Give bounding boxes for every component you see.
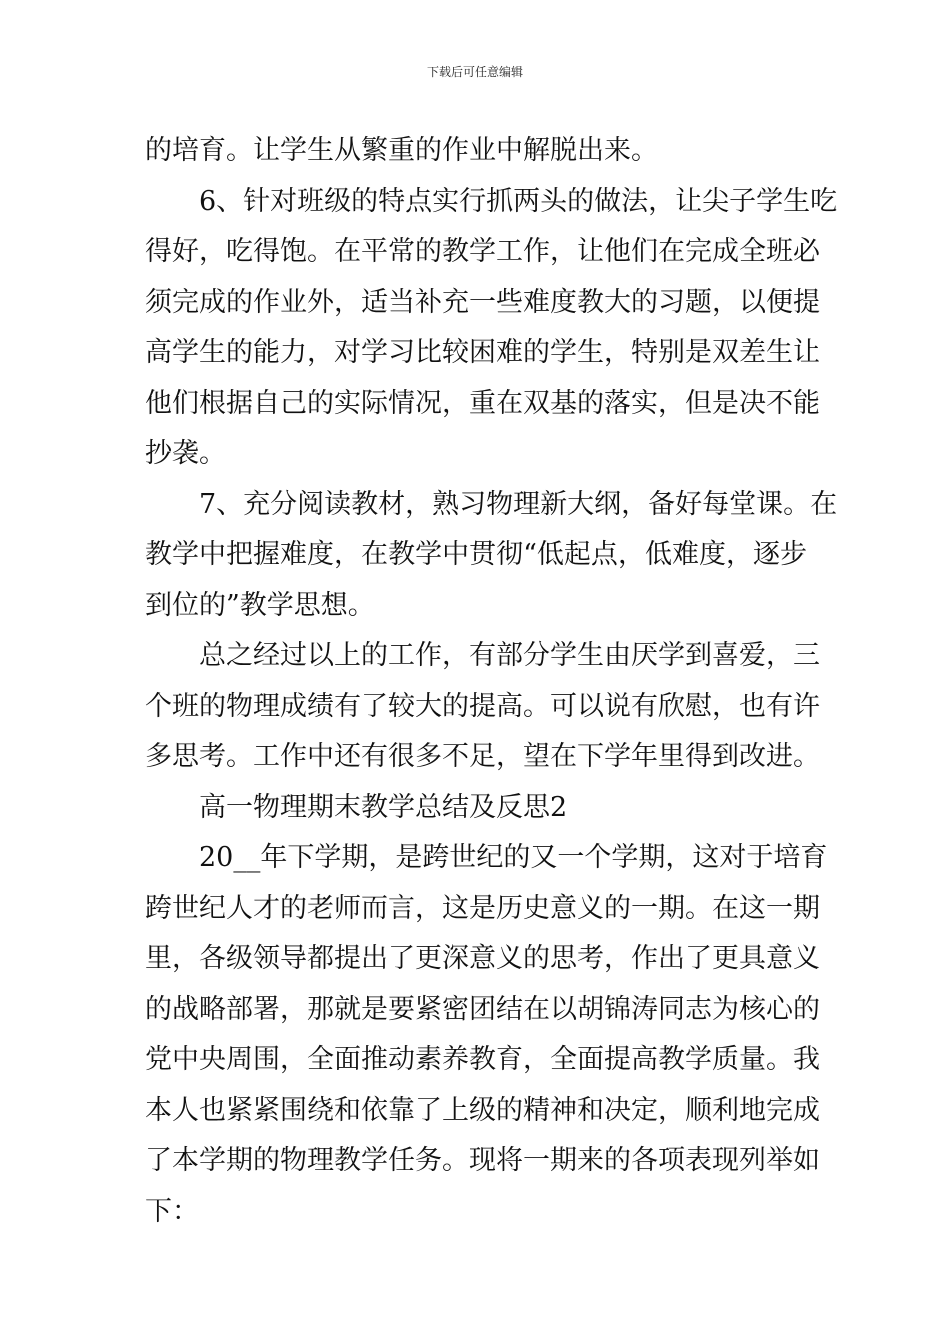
- page-header: 下载后可任意编辑: [426, 65, 523, 79]
- text-line: 的培育。让学生从繁重的作业中解脱出来。: [145, 135, 658, 166]
- text-line: 6、针对班级的特点实行抓两头的做法，让尖子学生吃: [199, 185, 838, 217]
- text-line: 他们根据自己的实际情况，重在双基的落实，但是决不能: [145, 387, 820, 419]
- text-line: 里，各级领导都提出了更深意义的思考，作出了更具意义: [145, 943, 820, 974]
- text-line: 了本学期的物理教学任务。现将一期来的各项表现列举如: [145, 1145, 820, 1176]
- text-line: 多思考。工作中还有很多不足，望在下学年里得到改进。: [145, 741, 820, 772]
- text-line: 教学中把握难度，在教学中贯彻“低起点，低难度，逐步: [145, 539, 807, 570]
- text-line: 20__年下学期，是跨世纪的又一个学期，这对于培育: [199, 842, 828, 873]
- text-line: 总之经过以上的工作，有部分学生由厌学到喜爱，三: [199, 640, 820, 671]
- text-line: 到位的”教学思想。: [145, 589, 375, 621]
- text-line: 的战略部署，那就是要紧密团结在以胡锦涛同志为核心的: [145, 993, 820, 1025]
- text-line: 个班的物理成绩有了较大的提高。可以说有欣慰，也有许: [145, 690, 820, 722]
- section-heading: 高一物理期末教学总结及反思2: [199, 791, 568, 823]
- text-line: 得好，吃得饱。在平常的教学工作，让他们在完成全班必: [145, 236, 820, 267]
- text-line: 须完成的作业外，适当补充一些难度教大的习题，以便提: [145, 286, 820, 318]
- text-line: 抄袭。: [145, 438, 226, 469]
- text-line: 下：: [145, 1195, 199, 1227]
- text-line: 本人也紧紧围绕和依靠了上级的精神和决定，顺利地完成: [145, 1094, 820, 1126]
- text-line: 跨世纪人才的老师而言，这是历史意义的一期。在这一期: [145, 892, 820, 924]
- text-line: 党中央周围，全面推动素养教育，全面提高教学质量。我: [145, 1044, 820, 1075]
- text-line: 高学生的能力，对学习比较困难的学生，特别是双差生让: [145, 337, 820, 368]
- document-body: [145, 126, 838, 1237]
- text-line: 7、充分阅读教材，熟习物理新大纲，备好每堂课。在: [199, 488, 838, 520]
